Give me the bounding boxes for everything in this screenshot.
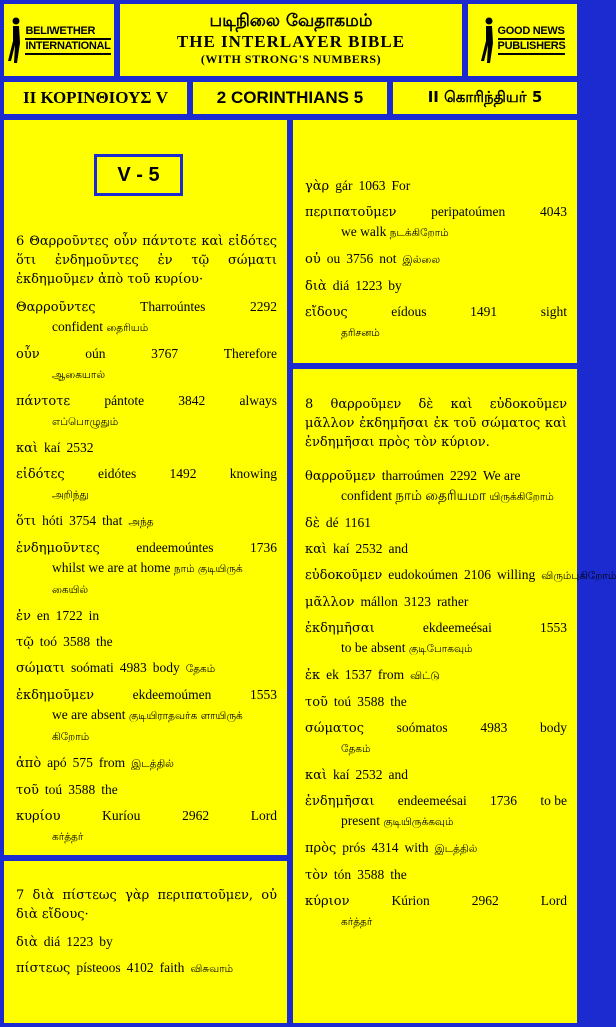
transliteration: pántote xyxy=(104,393,145,408)
tamil-gloss: நடக்கிறோம் xyxy=(389,227,449,239)
english-gloss: always xyxy=(239,393,277,408)
english-gloss: the xyxy=(390,867,407,882)
strongs-number: 1161 xyxy=(344,515,372,530)
word-line xyxy=(305,791,567,811)
word-entry xyxy=(305,513,567,533)
greek-word: εἰδότες xyxy=(16,467,65,482)
tamil-gloss: கர்த்தர் xyxy=(341,916,373,928)
greek-word: δὲ xyxy=(305,516,320,531)
strongs-number: 3842 xyxy=(178,393,206,408)
transliteration: eidótes xyxy=(97,466,137,481)
word-line xyxy=(305,865,567,885)
verse-6-panel xyxy=(4,120,287,855)
english-gloss: We are xyxy=(482,468,521,483)
word-line xyxy=(16,438,277,458)
word-line xyxy=(16,780,277,800)
strongs-number: 2532 xyxy=(66,440,94,455)
strongs-number: 3123 xyxy=(403,594,431,609)
transliteration: toú xyxy=(333,694,352,709)
tamil-gloss: இடத்தில் xyxy=(434,843,478,855)
word-entry xyxy=(305,765,567,785)
logo-line-1: BELIWETHER xyxy=(25,25,110,40)
word-entry xyxy=(16,806,277,847)
strongs-number: 3588 xyxy=(357,867,385,882)
strongs-number: 2292 xyxy=(249,299,277,314)
greek-word: καὶ xyxy=(16,441,39,456)
word-continuation xyxy=(305,738,567,759)
strongs-number: 1063 xyxy=(358,178,386,193)
tamil-gloss: விசுவாம் xyxy=(190,963,234,975)
strongs-number: 2532 xyxy=(355,767,383,782)
strongs-number: 575 xyxy=(72,755,93,770)
word-entry xyxy=(16,297,277,338)
title-block xyxy=(120,4,462,76)
word-line xyxy=(16,391,277,411)
greek-word: Θαρροῦντες xyxy=(16,300,96,315)
verse-7-continued-panel xyxy=(293,120,577,363)
english-gloss: Lord xyxy=(540,893,567,908)
transliteration: apó xyxy=(47,755,67,770)
word-entry xyxy=(305,592,567,612)
greek-word: κυρίου xyxy=(16,809,61,824)
word-entry xyxy=(305,618,567,659)
word-entry xyxy=(305,202,567,243)
tamil-gloss: இடத்தில் xyxy=(131,758,174,770)
word-continuation xyxy=(16,364,277,385)
word-line xyxy=(305,302,567,322)
english-gloss-continued: confident xyxy=(52,319,107,334)
word-line xyxy=(16,538,277,558)
greek-word: γὰρ xyxy=(305,179,330,194)
word-entry xyxy=(305,891,567,932)
greek-word: ὅτι xyxy=(16,514,37,529)
word-line xyxy=(305,466,567,486)
word-line xyxy=(305,665,567,686)
greek-word: κύριον xyxy=(305,894,350,909)
greek-word: θαρροῦμεν xyxy=(305,469,376,484)
transliteration: prós xyxy=(342,840,366,855)
strongs-number: 3754 xyxy=(69,513,97,528)
word-entry xyxy=(305,302,567,343)
word-entry xyxy=(305,539,567,559)
word-entry xyxy=(305,692,567,712)
english-gloss: in xyxy=(88,608,100,623)
word-continuation xyxy=(16,705,277,747)
strongs-number: 1736 xyxy=(250,540,277,555)
english-gloss: the xyxy=(101,782,118,797)
english-gloss: the xyxy=(390,694,407,709)
tamil-gloss: எப்பொழுதும் xyxy=(52,416,119,428)
transliteration: diá xyxy=(43,934,61,949)
word-continuation xyxy=(305,911,567,932)
book-tamil xyxy=(393,82,577,114)
transliteration: Kuríou xyxy=(102,808,141,823)
page-subtitle: (WITH STRONG'S NUMBERS) xyxy=(200,52,382,66)
greek-word: περιπατοῦμεν xyxy=(305,205,397,220)
tamil-gloss: குடியிருக்கவும் xyxy=(383,816,454,828)
greek-word: τοῦ xyxy=(305,695,328,710)
word-entry xyxy=(305,466,567,507)
word-line xyxy=(16,464,277,484)
word-entry xyxy=(305,718,567,759)
word-line xyxy=(305,513,567,533)
english-gloss-continued: we are absent xyxy=(52,707,129,722)
word-entry xyxy=(16,511,277,532)
word-line xyxy=(305,765,567,785)
good-news-figure-icon xyxy=(480,15,496,65)
strongs-number: 2106 xyxy=(463,567,491,582)
book-english-label: 2 CORINTHIANS 5 xyxy=(216,88,364,107)
chapter-label: V - 5 xyxy=(97,157,180,193)
tamil-gloss: நாம் குடியிருக் கையில் xyxy=(52,563,243,596)
transliteration: hóti xyxy=(42,513,64,528)
page-title: THE INTERLAYER BIBLE xyxy=(176,32,406,51)
strongs-number: 3588 xyxy=(68,782,96,797)
greek-word: ἐν xyxy=(16,609,31,624)
word-entry xyxy=(16,464,277,505)
transliteration: endeemoúntes xyxy=(136,540,214,555)
tamil-gloss: கர்த்தர் xyxy=(52,831,84,843)
transliteration: tón xyxy=(333,867,352,882)
strongs-number: 1223 xyxy=(66,934,94,949)
greek-word: πάντοτε xyxy=(16,394,71,409)
word-entry xyxy=(305,865,567,885)
strongs-number: 4102 xyxy=(126,960,154,975)
english-gloss: from xyxy=(98,755,126,770)
verse-8-text: 8 θαρροῦμεν δὲ καὶ εὐδοκοῦμεν μᾶλλον ἐκδημῆσαι ἐκ τοῦ σώματος καὶ ἐνδημῆσαι πρὸς τὸν κύριον. xyxy=(305,397,567,450)
transliteration: ek xyxy=(326,667,339,682)
word-line xyxy=(16,297,277,317)
english-gloss: that xyxy=(102,513,123,528)
word-line xyxy=(305,176,567,196)
tamil-gloss: தேகம் xyxy=(341,743,371,755)
transliteration: dé xyxy=(325,515,339,530)
word-entry xyxy=(305,176,567,196)
tamil-gloss: அந்த xyxy=(128,516,154,528)
strongs-number: 3767 xyxy=(151,346,179,361)
word-line xyxy=(305,202,567,222)
tamil-gloss: தேகம் xyxy=(185,663,216,675)
tamil-gloss: ஆகையால் xyxy=(52,369,106,381)
strongs-number: 4314 xyxy=(371,840,399,855)
tamil-gloss: அறிந்து xyxy=(52,489,89,501)
english-gloss: with xyxy=(404,840,429,855)
greek-word: καὶ xyxy=(305,542,328,557)
english-gloss: For xyxy=(391,178,411,193)
greek-word: τοῦ xyxy=(16,783,39,798)
book-tamil-label: II கொரிந்தியர் 5 xyxy=(427,88,543,106)
word-line xyxy=(16,958,277,979)
greek-word: εἴδους xyxy=(305,305,348,320)
english-gloss: faith xyxy=(159,960,185,975)
greek-word: διὰ xyxy=(16,935,38,950)
transliteration: ekdeemeésai xyxy=(422,620,492,635)
transliteration: ekdeemoúmen xyxy=(132,687,212,702)
word-entry xyxy=(16,753,277,774)
word-line xyxy=(305,249,567,270)
english-gloss: to be xyxy=(540,793,567,808)
verse-7-panel xyxy=(4,861,287,1023)
english-gloss: the xyxy=(96,634,113,649)
english-gloss-continued: we walk xyxy=(341,224,390,239)
publisher-logo-left xyxy=(4,4,114,76)
transliteration: eudokoúmen xyxy=(388,567,458,582)
english-gloss: and xyxy=(388,541,409,556)
tamil-gloss: தரிசனம் xyxy=(341,327,380,339)
transliteration: soómatos xyxy=(396,720,448,735)
transliteration: ou xyxy=(326,251,341,266)
strongs-number: 1553 xyxy=(250,687,277,702)
word-entry xyxy=(305,665,567,686)
transliteration: toú xyxy=(44,782,63,797)
transliteration: mállon xyxy=(360,594,398,609)
english-gloss: Lord xyxy=(250,808,277,823)
word-line xyxy=(305,838,567,859)
greek-word: εὐδοκοῦμεν xyxy=(305,568,383,583)
word-entry xyxy=(305,565,616,586)
logo-text-left xyxy=(25,25,110,55)
word-line xyxy=(305,592,567,612)
strongs-number: 4043 xyxy=(540,204,567,219)
english-gloss: not xyxy=(379,251,397,266)
word-entry xyxy=(305,276,567,296)
verse-8-panel xyxy=(293,369,616,1023)
transliteration: peripatoúmen xyxy=(431,204,506,219)
word-entry xyxy=(16,958,277,979)
word-continuation xyxy=(305,222,567,243)
greek-word: οὖν xyxy=(16,347,40,362)
strongs-number: 3756 xyxy=(346,251,374,266)
transliteration: kaí xyxy=(333,541,350,556)
greek-word: τὸν xyxy=(305,868,328,883)
transliteration: toó xyxy=(39,634,58,649)
tamil-gloss: இல்லை xyxy=(402,254,441,266)
english-gloss: by xyxy=(99,934,113,949)
transliteration: tharroúmen xyxy=(381,468,444,483)
strongs-number: 1491 xyxy=(470,304,498,319)
greek-word: οὐ xyxy=(305,252,321,267)
greek-word: ἐκδημοῦμεν xyxy=(16,688,94,703)
logo-text-right xyxy=(498,25,566,55)
transliteration: soómati xyxy=(71,660,114,675)
english-gloss: body xyxy=(152,660,180,675)
word-continuation xyxy=(305,811,567,832)
word-continuation xyxy=(16,826,277,847)
chapter-marker xyxy=(94,154,183,196)
book-greek-label: II ΚΟΡΙΝΘΙΟΥΣ V xyxy=(22,88,168,107)
word-entry xyxy=(305,249,567,270)
word-line xyxy=(16,606,277,626)
word-continuation xyxy=(16,558,277,600)
word-entry xyxy=(16,391,277,432)
word-entry xyxy=(16,606,277,626)
word-line xyxy=(305,718,567,738)
english-gloss-continued: present xyxy=(341,813,384,828)
strongs-number: 1537 xyxy=(344,667,372,682)
english-gloss-continued: to be absent xyxy=(341,640,409,655)
transliteration: gár xyxy=(335,178,353,193)
transliteration: oún xyxy=(85,346,106,361)
strongs-number: 1736 xyxy=(490,793,518,808)
word-line xyxy=(16,344,277,364)
word-line xyxy=(16,753,277,774)
word-line xyxy=(16,685,277,705)
english-gloss-continued: confident நாம் தைரியமா xyxy=(341,488,490,503)
strongs-number: 3588 xyxy=(357,694,385,709)
word-line xyxy=(16,511,277,532)
logo-line-2: INTERNATIONAL xyxy=(25,40,110,55)
title-tamil: படிநிலை வேதாகமம் xyxy=(209,11,373,31)
word-entry xyxy=(16,438,277,458)
english-gloss: Therefore xyxy=(223,346,277,361)
transliteration: en xyxy=(36,608,50,623)
transliteration: kaí xyxy=(44,440,61,455)
word-continuation xyxy=(305,486,567,507)
greek-word: ἐνδημῆσαι xyxy=(305,794,375,809)
word-entry xyxy=(16,658,277,679)
greek-word: πρὸς xyxy=(305,841,337,856)
word-line xyxy=(305,276,567,296)
strongs-number: 1722 xyxy=(55,608,83,623)
verse-7-text: 7 διὰ πίστεως γὰρ περιπατοῦμεν, οὐ διὰ εἴδους· xyxy=(16,888,277,922)
logo-line-2: PUBLISHERS xyxy=(498,40,566,55)
tamil-gloss: விட்டு xyxy=(410,670,440,682)
word-continuation xyxy=(305,638,567,659)
strongs-number: 4983 xyxy=(480,720,508,735)
transliteration: kaí xyxy=(333,767,350,782)
greek-word: τῷ xyxy=(16,635,34,650)
english-gloss: sight xyxy=(540,304,567,319)
word-entry xyxy=(16,932,277,952)
transliteration: Tharroúntes xyxy=(140,299,206,314)
greek-word: ἐκδημῆσαι xyxy=(305,621,375,636)
word-line xyxy=(16,658,277,679)
transliteration: eídous xyxy=(391,304,427,319)
strongs-number: 3588 xyxy=(63,634,91,649)
english-gloss: rather xyxy=(436,594,469,609)
greek-word: ἀπὸ xyxy=(16,756,42,771)
word-line xyxy=(305,539,567,559)
transliteration: písteoos xyxy=(76,960,121,975)
word-line xyxy=(305,692,567,712)
word-entry xyxy=(16,538,277,600)
word-line xyxy=(16,632,277,652)
word-entry xyxy=(16,780,277,800)
strongs-number: 2292 xyxy=(449,468,477,483)
english-gloss-continued: whilst we are at home xyxy=(52,560,174,575)
greek-word: καὶ xyxy=(305,768,328,783)
word-entry xyxy=(305,791,567,832)
greek-word: μᾶλλον xyxy=(305,595,355,610)
verse-6-text: 6 Θαρροῦντες οὖν πάντοτε καὶ εἰδότες ὅτι ἐνδημοῦντες ἐν τῷ σώματι ἐκδημοῦμεν ἀπὸ τοῦ κυρίου· xyxy=(16,234,277,287)
word-continuation xyxy=(305,322,567,343)
english-gloss: from xyxy=(377,667,405,682)
strongs-number: 1492 xyxy=(169,466,197,481)
transliteration: Kúrion xyxy=(391,893,430,908)
strongs-number: 1223 xyxy=(355,278,383,293)
word-entry xyxy=(16,344,277,385)
tamil-gloss: குடியிராதவர்க ளாயிருக் கிறோம் xyxy=(52,710,243,743)
word-continuation xyxy=(16,484,277,505)
transliteration: diá xyxy=(332,278,350,293)
word-line xyxy=(305,618,567,638)
book-greek xyxy=(4,82,187,114)
word-entry xyxy=(16,632,277,652)
publisher-logo-right xyxy=(468,4,577,76)
strongs-number: 2532 xyxy=(355,541,383,556)
word-line xyxy=(305,891,567,911)
word-continuation xyxy=(16,317,277,338)
strongs-number: 1553 xyxy=(540,620,567,635)
strongs-number: 2962 xyxy=(471,893,499,908)
strongs-number: 2962 xyxy=(182,808,210,823)
word-line xyxy=(305,565,616,586)
english-gloss: knowing xyxy=(229,466,277,481)
word-line xyxy=(16,806,277,826)
greek-word: διὰ xyxy=(305,279,327,294)
greek-word: πίστεως xyxy=(16,961,71,976)
greek-word: σώματος xyxy=(305,721,365,736)
word-line xyxy=(16,932,277,952)
english-gloss: willing xyxy=(496,567,536,582)
strongs-number: 4983 xyxy=(119,660,147,675)
greek-word: σώματι xyxy=(16,661,65,676)
greek-word: ἐκ xyxy=(305,668,321,683)
english-gloss: body xyxy=(540,720,567,735)
word-continuation xyxy=(16,411,277,432)
book-english xyxy=(193,82,387,114)
tamil-gloss: யிருக்கிறோம் xyxy=(489,491,554,503)
english-gloss: by xyxy=(388,278,402,293)
logo-line-1: GOOD NEWS xyxy=(498,25,566,40)
word-entry xyxy=(305,838,567,859)
tamil-gloss: குடிபோகவும் xyxy=(408,643,473,655)
bellwether-figure-icon xyxy=(7,15,23,65)
english-gloss: and xyxy=(388,767,409,782)
greek-word: ἐνδημοῦντες xyxy=(16,541,100,556)
transliteration: endeemeésai xyxy=(397,793,467,808)
tamil-gloss: விரும்புகிறோம் xyxy=(541,570,616,582)
word-entry xyxy=(16,685,277,747)
tamil-gloss: தைரியம் xyxy=(106,322,149,334)
